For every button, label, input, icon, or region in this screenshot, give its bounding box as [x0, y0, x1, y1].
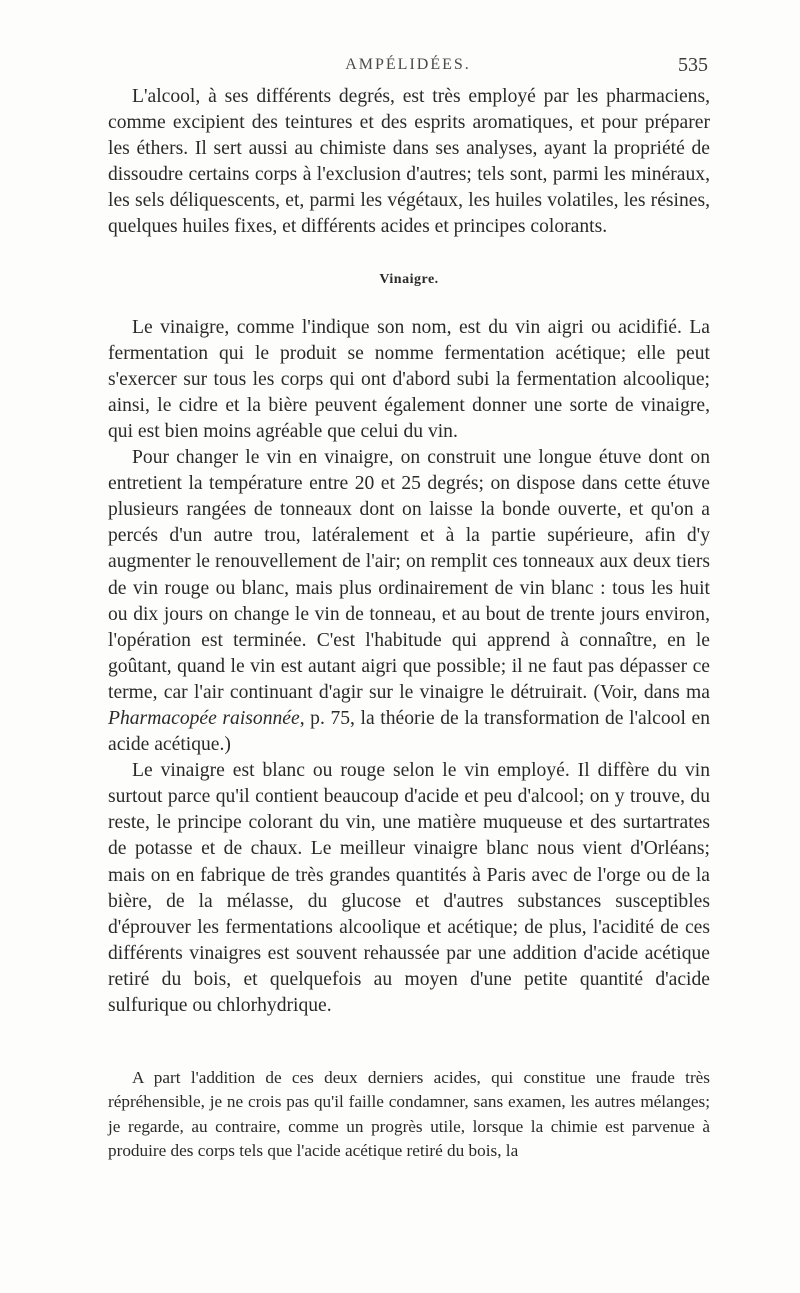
paragraph-vinaigre-intro: Le vinaigre, comme l'indique son nom, est du vin aigri ou acidifié. La fermentation qui le produit se nomme fermentation acétique; elle peut s'exercer sur tous les corps qui ont d'abord subi la fermentation alcoolique; ainsi, le cidre et la bière peuvent également donner une sorte de vinaigre, qui est bien moins agréable que celui du vin. — [108, 316, 710, 442]
running-header — [108, 56, 708, 82]
book-reference-title: Pharmacopée raisonnée — [108, 707, 300, 729]
running-title: AMPÉLIDÉES. — [345, 56, 471, 73]
section-title-vinaigre: Vinaigre. — [379, 271, 439, 287]
main-text — [108, 84, 710, 1019]
paragraph-fabrication-text: Pour changer le vin en vinaigre, on construit une longue étuve dont on entretient la température entre 20 et 25 degrés; on dispose dans cette étuve plusieurs rangées de tonneaux dont on laisse la bonde ouverte, et qu'on a percés d'un autre trou, latéralement et à la partie supérieure, afin d'y augmenter le renouvellement de l'air; on remplit ces tonneaux aux deux tiers de vin rouge ou blanc, mais plus ordinairement de vin blanc : tous les huit ou dix jours on change le vin de tonneau, et au bout de trente jours environ, l'opération est terminée. C'est l'habitude qui apprend à connaître, en le goûtant, quand le vin est autant aigri que possible; il ne faut pas dépasser ce terme, car l'air continuant d'agir sur le vinaigre le détruirait. (Voir, dans ma — [108, 447, 710, 703]
paragraph-alcool: L'alcool, à ses différents degrés, est très employé par les pharmaciens, comme excipient des teintures et des esprits aromatiques, et pour préparer les éthers. Il sert aussi au chimiste dans ses analyses, ayant la propriété de dissoudre certains corps à l'exclusion d'autres; tels sont, parmi les minéraux, les sels déliquescents, et, parmi les végétaux, les huiles volatiles, les résines, quelques huiles fixes, et différents acides et principes colorants. — [108, 86, 710, 238]
note-text — [108, 1066, 710, 1164]
paragraph-vinaigre-fabrication — [108, 445, 710, 758]
paragraph-fabrication-end: , p. 75, la théorie de la transformation de l'alcool en acide acétique.) — [108, 707, 710, 756]
paragraph-vinaigre-composition: Le vinaigre est blanc ou rouge selon le vin employé. Il diffère du vin surtout parce qu'il contient beaucoup d'acide et peu d'alcool; on y trouve, du reste, le principe colorant du vin, une matière muqueuse et des surtartrates de potasse et de chaux. Le meilleur vinaigre blanc nous vient d'Orléans; mais on en fabrique de très grandes quantités à Paris avec de l'orge ou de la bière, de la mélasse, du glucose et d'autres substances susceptibles d'éprouver les fermentations alcoolique et acétique; de plus, l'acidité de ces différents vinaigres est souvent rehaussée par une addition d'acide acétique retiré du bois, et quelquefois au moyen d'une petite quantité d'acide sulfurique ou chlorhydrique. — [108, 760, 710, 1016]
note-paragraph: A part l'addition de ces deux derniers acides, qui constitue une fraude très répréhensible, je ne crois pas qu'il faille condamner, sans examen, les autres mélanges; je regarde, au contraire, comme un progrès utile, lorsque la chimie est parvenue à produire des corps tels que l'acide acétique retiré du bois, la — [108, 1068, 710, 1161]
page-number: 535 — [678, 54, 708, 76]
